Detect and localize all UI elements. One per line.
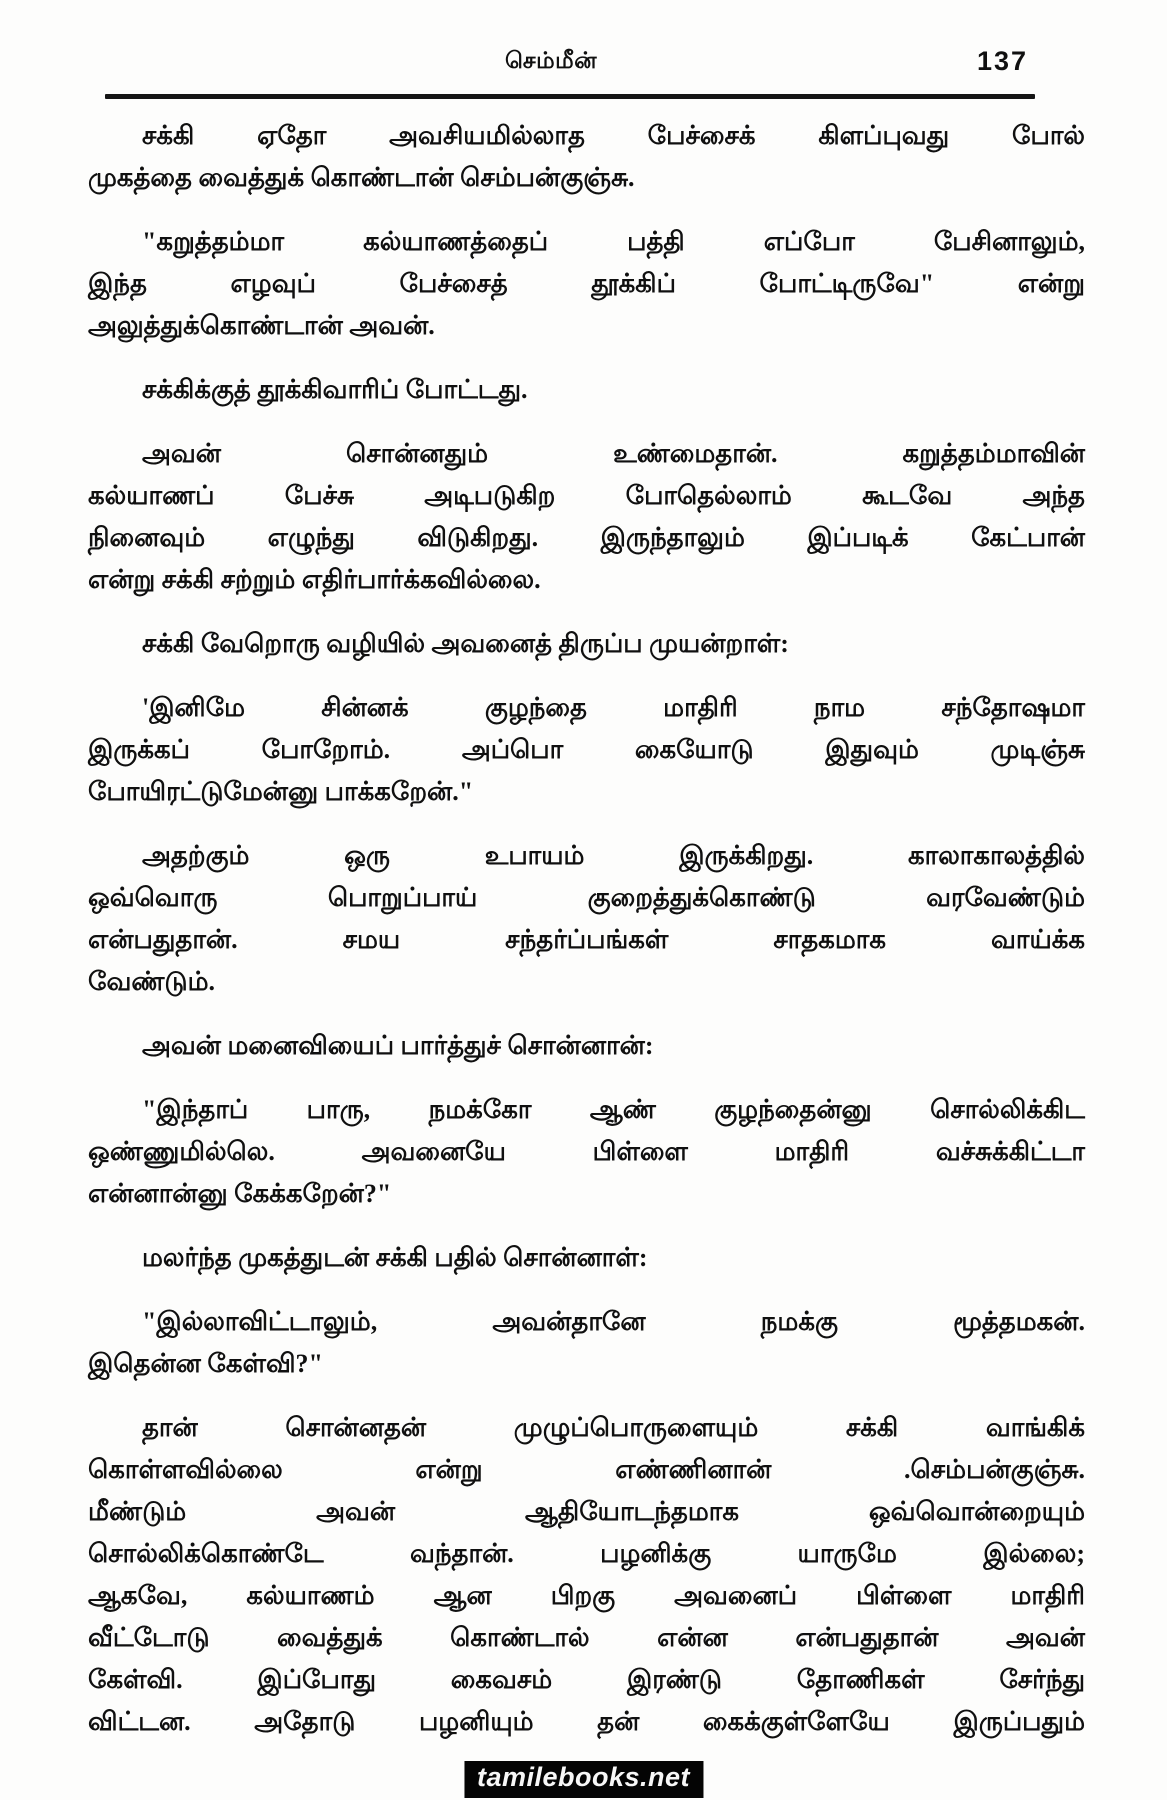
text-line: ஒவ்வொரு பொறுப்பாய் குறைத்துக்கொண்டு வரவேண்டும் (88, 883, 1085, 912)
text-line: நினைவும் எழுந்து விடுகிறது. இருந்தாலும் இப்படிக் கேட்பான் (88, 523, 1085, 552)
text-line: 'இனிமே சின்னக் குழந்தை மாதிரி நாம சந்தோஷமா (142, 693, 1085, 722)
text-line: சொல்லிக்கொண்டே வந்தான். பழனிக்கு யாருமே இல்லை; (88, 1539, 1085, 1568)
text-line: இருக்கப் போறோம். அப்பொ கையோடு இதுவும் முடிஞ்சு (88, 735, 1085, 764)
text-line: மீண்டும் அவன் ஆதியோடந்தமாக ஒவ்வொன்றையும் (88, 1497, 1085, 1526)
text-line: ஆகவே, கல்யாணம் ஆன பிறகு அவனைப் பிள்ளை மாதிரி (88, 1581, 1085, 1610)
text-line: இதென்ன கேள்வி?" (88, 1349, 323, 1378)
paragraph (88, 1237, 1085, 1279)
watermark-badge (464, 1761, 703, 1798)
paragraph (88, 835, 1085, 1003)
text-line: சக்கி வேறொரு வழியில் அவனைத் திருப்ப முயன்றாள்: (142, 629, 789, 658)
paragraph (88, 623, 1085, 665)
text-line: என்று சக்கி சற்றும் எதிர்பார்க்கவில்லை. (88, 565, 541, 594)
text-line: அதற்கும் ஒரு உபாயம் இருக்கிறது. காலாகாலத்தில் (142, 841, 1085, 870)
text-line: என்பதுதான். சமய சந்தர்ப்பங்கள் சாதகமாக வாய்க்க (88, 925, 1085, 954)
paragraph (88, 687, 1085, 813)
text-line: அவன் சொன்னதும் உண்மைதான். கறுத்தம்மாவின் (142, 439, 1085, 468)
text-line: ஒண்ணுமில்லெ. அவனையே பிள்ளை மாதிரி வச்சுக்கிட்டா (88, 1137, 1085, 1166)
paragraph (88, 433, 1085, 601)
text-line: போயிரட்டுமேன்னு பாக்கறேன்." (88, 777, 474, 806)
book-title: செம்மீன் (504, 48, 598, 73)
page-number: 137 (976, 46, 1028, 76)
text-line: மலர்ந்த முகத்துடன் சக்கி பதில் சொன்னாள்: (142, 1243, 648, 1272)
paragraph (88, 369, 1085, 411)
text-line: கொள்ளவில்லை என்று எண்ணினான் .செம்பன்குஞ்சு. (88, 1455, 1085, 1484)
text-line: சக்கி ஏதோ அவசியமில்லாத பேச்சைக் கிளப்புவது போல் (142, 121, 1085, 150)
text-line: முகத்தை வைத்துக் கொண்டான் செம்பன்குஞ்சு. (88, 163, 635, 192)
text-line: கேள்வி. இப்போது கைவசம் இரண்டு தோணிகள் சேர்ந்து (88, 1665, 1085, 1694)
text-line: விட்டன. அதோடு பழனியும் தன் கைக்குள்ளேயே இருப்பதும் (88, 1707, 1085, 1736)
text-line: சக்கிக்குத் தூக்கிவாரிப் போட்டது. (142, 375, 528, 404)
text-line: வேண்டும். (88, 967, 216, 996)
text-line: கல்யாணப் பேச்சு அடிபடுகிற போதெல்லாம் கூடவே அந்த (88, 481, 1085, 510)
text-line: அவன் மனைவியைப் பார்த்துச் சொன்னான்: (142, 1031, 654, 1060)
text-line: "கறுத்தம்மா கல்யாணத்தைப் பத்தி எப்போ பேசினாலும், (142, 227, 1085, 256)
text-line: வீட்டோடு வைத்துக் கொண்டால் என்ன என்பதுதான் அவன் (88, 1623, 1085, 1652)
text-line: தான் சொன்னதன் முழுப்பொருளையும் சக்கி வாங்கிக் (142, 1413, 1085, 1442)
text-line: இந்த எழவுப் பேச்சைத் தூக்கிப் போட்டிருவே" என்று (88, 269, 1085, 298)
paragraph (88, 1025, 1085, 1067)
text-line: என்னான்னு கேக்கறேன்?" (88, 1179, 392, 1208)
text-line: "இந்தாப் பாரு, நமக்கோ ஆண் குழந்தைன்னு சொல்லிக்கிட (142, 1095, 1085, 1124)
paragraph (88, 1089, 1085, 1215)
paragraph (88, 115, 1085, 199)
page-body (0, 99, 1167, 1743)
paragraph (88, 1301, 1085, 1385)
text-line: "இல்லாவிட்டாலும், அவன்தானே நமக்கு மூத்தமகன். (142, 1307, 1085, 1336)
paragraph (88, 221, 1085, 347)
paragraph (88, 1407, 1085, 1743)
text-line: அலுத்துக்கொண்டான் அவன். (88, 311, 435, 340)
page-header (0, 0, 1167, 84)
watermark-text: tamilebooks.net (476, 1762, 691, 1792)
